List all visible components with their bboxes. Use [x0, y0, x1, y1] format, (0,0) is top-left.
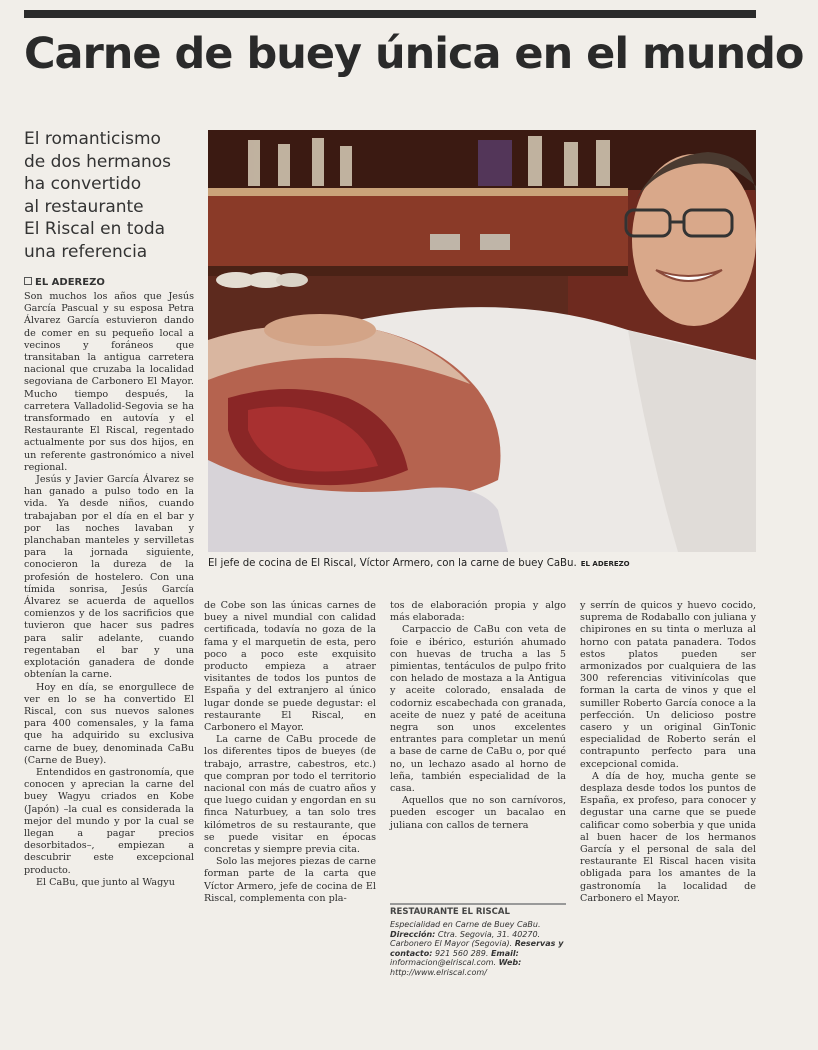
byline: [24, 277, 194, 288]
subhead-line: El romanticismo: [24, 129, 161, 149]
paragraph: tos de elaboración propia y algo más elaborada:: [390, 600, 566, 624]
byline-square-icon: [24, 277, 32, 285]
info-email-label: Email:: [490, 948, 519, 958]
paragraph: Son muchos los años que Jesús García Pascual y su esposa Petra Álvarez García estuvieron dando de comer en su pequeño local a vecinos y foráneos que transitaban la antigua carretera nacional que cruzaba la localidad segoviana de Carbonero El Mayor. Mucho tiempo después, la carretera Valladolid-Segovia se ha transformado en autovía y el Restaurante El Riscal, regentado actualmente por sus dos hijos, en un referente gastronómico a nivel regional.: [24, 291, 194, 473]
info-contact-label: Reservas y contacto:: [390, 939, 564, 958]
info-box: [390, 920, 566, 978]
article-column-2: [204, 600, 376, 905]
subhead-line: al restaurante: [24, 196, 144, 217]
info-specialty: Especialidad en Carne de Buey CaBu.: [390, 920, 541, 929]
info-web-label: Web:: [498, 958, 522, 968]
caption-text: El jefe de cocina de El Riscal, Víctor Armero, con la carne de buey CaBu.: [208, 558, 577, 569]
info-phone: 921 560 289.: [434, 948, 489, 958]
subhead-line: una referencia: [24, 241, 148, 262]
article-column-4: [580, 600, 756, 905]
info-address-line: [390, 930, 566, 978]
caption-credit: EL ADEREZO: [580, 560, 630, 568]
paragraph: Jesús y Javier García Álvarez se han ganado a pulso todo en la vida. Ya desde niños, cuando trabajaban por el día en el bar y por las noches lavaban y planchaban manteles y servilletas para la jornada siguiente, conocieron la dureza de la profesión de hostelero. Con una tímida sonrisa, Jesús García Álvarez se acuerda de aquellos comienzos y de los sacrificios que tuvieron que hacer sus padres para salir adelante, cuando regentaban el bar y una explotación ganadera de donde obtenían la carne.: [24, 474, 194, 681]
paragraph: Carpaccio de CaBu con veta de foie e ibérico, esturión ahumado con huevas de trucha a las 5 pimientas, tentáculos de pulpo frito con helado de mostaza a la Antigua y aceite colorado, ensalada de codorniz escabechada con granada, aceite de nuez y paté de aceituna negra son unos excelentes entrantes para completar un menú a base de carne de CaBu o, por qué no, un lechazo asado al horno de leña, también especialidad de la casa.: [390, 624, 566, 795]
headline: Carne de buey única en el mundo: [24, 29, 804, 79]
photo-caption: [208, 558, 756, 569]
paragraph: A día de hoy, mucha gente se desplaza desde todos los puntos de España, ex profeso, para conocer y degustar una carne que se puede calificar como soberbia y que unida al buen hacer de los hermanos García y el personal de sala del restaurante El Riscal hacen visita obligada para los amantes de la gastronomía la localidad de Carbonero el Mayor.: [580, 770, 756, 904]
chef-photo: [208, 130, 756, 552]
info-email: informacion@elriscal.com.: [390, 958, 497, 968]
chef-with-beef-illustration: [208, 130, 756, 552]
top-rule: [24, 10, 756, 18]
subheadline: [24, 128, 204, 263]
subhead-line: ha convertido: [24, 174, 142, 194]
paragraph: Aquellos que no son carnívoros, pueden escoger un bacalao en juliana con callos de ternera: [390, 795, 566, 831]
info-web: http://www.elriscal.com/: [390, 967, 487, 977]
byline-text: EL ADEREZO: [35, 277, 105, 288]
paragraph: Solo las mejores piezas de carne forman parte de la carta que Víctor Armero, jefe de cocina de El Riscal, complementa con pla-: [204, 856, 376, 904]
paragraph: Hoy en día, se enorgullece de ver en lo se ha convertido El Riscal, con sus nuevos salones para 400 comensales, y la fama que ha adquirido su exclusiva carne de buey, denominada CaBu (Carne de Buey).: [24, 681, 194, 766]
subhead-line: El Riscal en toda: [24, 219, 166, 239]
paragraph: Entendidos en gastronomía, que conocen y aprecian la carne del buey Wagyu criados en Kobe (Japón) –la cual es considerada la mejor del mundo y por la cual se llegan a pagar precios desorbitados–, empiezan a descubrir este excepcional producto.: [24, 766, 194, 876]
paragraph: El CaBu, que junto al Wagyu: [36, 876, 175, 888]
info-address-label: Dirección:: [390, 929, 436, 939]
info-address: Ctra. Segovia, 31. 40270. Carbonero El Mayor (Segovia).: [390, 929, 541, 949]
paragraph: de Cobe son las únicas carnes de buey a nivel mundial con calidad certificada, todavía no goza de la fama y el marquetin de esta, pero poco a poco este exquisito producto empieza a atraer visitantes de todos los puntos de España y del extranjero al único lugar donde se puede degustar: el restaurante El Riscal, en Carbonero el Mayor.: [204, 600, 376, 734]
paragraph: La carne de CaBu procede de los diferentes tipos de bueyes (de trabajo, arrastre, cabestros, etc.) que compran por todo el territorio nacional con más de cuatro años y que luego cuidan y engordan en su finca Naturbuey, a tan solo tres kilómetros de su restaurante, que se puede visitar en épocas concretas y siempre previa cita.: [204, 734, 376, 856]
subhead-line: de dos hermanos: [24, 151, 172, 172]
info-box-title: RESTAURANTE EL RISCAL: [390, 903, 566, 917]
paragraph: y serrín de quicos y huevo cocido, suprema de Rodaballo con juliana y chipirones en su tinta o merluza al horno con patata panadera. Todos estos platos pueden ser armonizados por cualquiera de las 300 referencias vitivinícolas que forman la carta de vinos y que el sumiller Roberto García conoce a la perfección. Un delicioso postre casero y un original GinTonic especialidad de Roberto serán el contrapunto perfecto para una excepcional comida.: [580, 600, 756, 770]
article-column-3: [390, 600, 566, 832]
article-column-1: [24, 291, 194, 889]
